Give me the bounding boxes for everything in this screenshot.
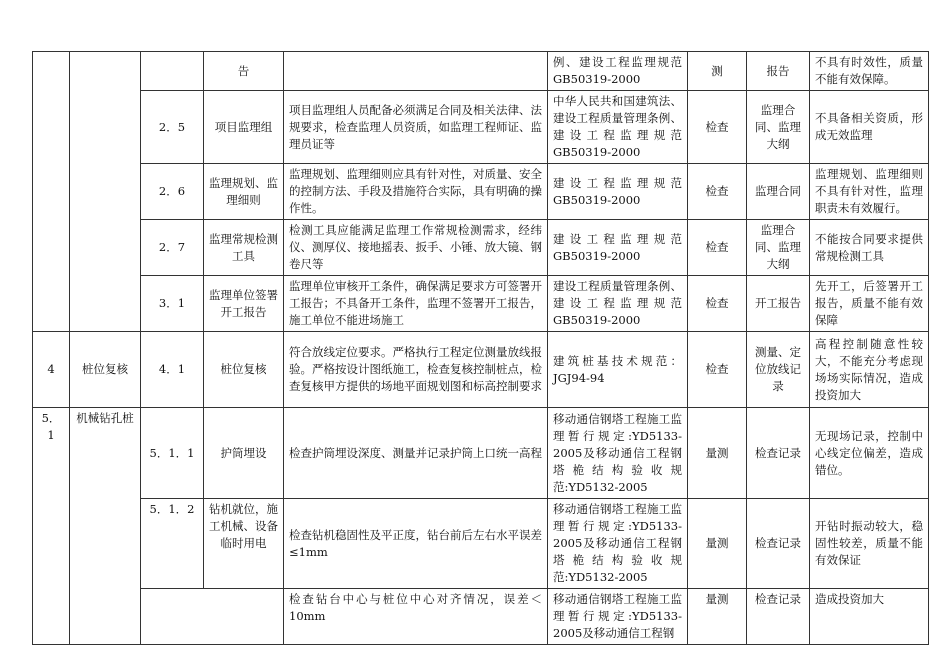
record: 开工报告 [747, 276, 810, 332]
table-row [33, 499, 929, 589]
basis: 例、建设工程监理规范GB50319-2000 [548, 52, 688, 91]
item-name: 监理单位签署开工报告 [204, 276, 284, 332]
item-code: 2．5 [141, 91, 204, 164]
record: 监理合同、监理大纲 [747, 220, 810, 276]
item-code: 4．1 [141, 332, 204, 408]
item-name: 桩位复核 [204, 332, 284, 408]
risk: 监理规划、监理细则不具有针对性，监理职责未有效履行。 [810, 164, 929, 220]
risk: 开钻时振动较大，稳固性较差，质量不能有效保证 [810, 499, 929, 589]
risk: 不能按合同要求提供常规检测工具 [810, 220, 929, 276]
basis: 移动通信钢塔工程施工监理暂行规定:YD5133-2005及移动通信工程钢 [548, 589, 688, 645]
item-code [141, 589, 284, 645]
requirement: 项目监理组人员配备必须满足合同及相关法律、法规要求，检查监理人员资质，如监理工程师证、监理员证等 [284, 91, 548, 164]
item-code: 2．7 [141, 220, 204, 276]
risk: 无现场记录，控制中心线定位偏差，造成错位。 [810, 408, 929, 499]
record: 检查记录 [747, 499, 810, 589]
requirement: 检查钻台中心与桩位中心对齐情况，误差＜10mm [284, 589, 548, 645]
risk: 造成投资加大 [810, 589, 929, 645]
item-code: 3．1 [141, 276, 204, 332]
basis: 建设工程质量管理条例、建设工程监理规范GB50319-2000 [548, 276, 688, 332]
requirement: 检测工具应能满足监理工作常规检测需求，经纬仪、测厚仪、接地摇表、扳手、小锤、放大镜、钢卷尺等 [284, 220, 548, 276]
basis: 建设工程监理规范GB50319-2000 [548, 164, 688, 220]
check-method: 测 [688, 52, 747, 91]
risk: 高程控制随意性较大，不能充分考虑现场场实际情况，造成投资加大 [810, 332, 929, 408]
check-method: 检查 [688, 91, 747, 164]
supervision-table [32, 51, 929, 645]
item-name: 监理规划、监理细则 [204, 164, 284, 220]
section-name [70, 52, 141, 332]
item-code: 5．1．1 [141, 408, 204, 499]
basis: 建筑桩基技术规范：JGJ94-94 [548, 332, 688, 408]
item-code: 5．1．2 [141, 499, 204, 589]
section-name: 机械钻孔桩 [70, 408, 141, 645]
section-name: 桩位复核 [70, 332, 141, 408]
section-number [33, 52, 70, 332]
requirement [284, 52, 548, 91]
basis: 移动通信钢塔工程施工监理暂行规定:YD5133-2005及移动通信工程钢塔桅结构验收规范:YD5132-2005 [548, 408, 688, 499]
item-name: 告 [204, 52, 284, 91]
basis: 移动通信钢塔工程施工监理暂行规定:YD5133-2005及移动通信工程钢塔桅结构验收规范:YD5132-2005 [548, 499, 688, 589]
item-name: 钻机就位，施工机械、设备临时用电 [204, 499, 284, 589]
table-row [33, 408, 929, 499]
check-method: 检查 [688, 220, 747, 276]
table-row [33, 589, 929, 645]
requirement: 符合放线定位要求。严格执行工程定位测量放线报验。严格按设计图纸施工，检查复核控制桩点，检查复核甲方提供的场地平面规划图和标高控制要求 [284, 332, 548, 408]
record: 监理合同 [747, 164, 810, 220]
basis: 建设工程监理规范GB50319-2000 [548, 220, 688, 276]
risk: 不具有时效性，质量不能有效保障。 [810, 52, 929, 91]
item-name: 护筒埋设 [204, 408, 284, 499]
item-code [141, 52, 204, 91]
table-row [33, 91, 929, 164]
check-method: 检查 [688, 164, 747, 220]
item-name: 项目监理组 [204, 91, 284, 164]
risk: 不具备相关资质，形成无效监理 [810, 91, 929, 164]
basis: 中华人民共和国建筑法、建设工程质量管理条例、建设工程监理规范GB50319-2000 [548, 91, 688, 164]
requirement: 检查护筒埋设深度、测量并记录护筒上口统一高程 [284, 408, 548, 499]
section-number: 5．1 [33, 408, 70, 645]
record: 报告 [747, 52, 810, 91]
record: 监理合同、监理大纲 [747, 91, 810, 164]
requirement: 监理单位审核开工条件，确保满足要求方可签署开工报告；不具备开工条件，监理不签署开工报告，施工单位不能进场施工 [284, 276, 548, 332]
check-method: 检查 [688, 276, 747, 332]
requirement: 监理规划、监理细则应具有针对性，对质量、安全的控制方法、手段及措施符合实际，具有明确的操作性。 [284, 164, 548, 220]
risk: 先开工，后签署开工报告，质量不能有效保障 [810, 276, 929, 332]
requirement: 检查钻机稳固性及平正度，钻台前后左右水平误差≤1mm [284, 499, 548, 589]
item-name: 监理常规检测工具 [204, 220, 284, 276]
table-row [33, 52, 929, 91]
check-method: 量测 [688, 408, 747, 499]
check-method: 量测 [688, 499, 747, 589]
check-method: 检查 [688, 332, 747, 408]
record: 检查记录 [747, 408, 810, 499]
table-row [33, 164, 929, 220]
table-row [33, 276, 929, 332]
record: 测量、定位放线记录 [747, 332, 810, 408]
table-row [33, 332, 929, 408]
check-method: 量测 [688, 589, 747, 645]
record: 检查记录 [747, 589, 810, 645]
section-number: 4 [33, 332, 70, 408]
item-code: 2．6 [141, 164, 204, 220]
table-row [33, 220, 929, 276]
